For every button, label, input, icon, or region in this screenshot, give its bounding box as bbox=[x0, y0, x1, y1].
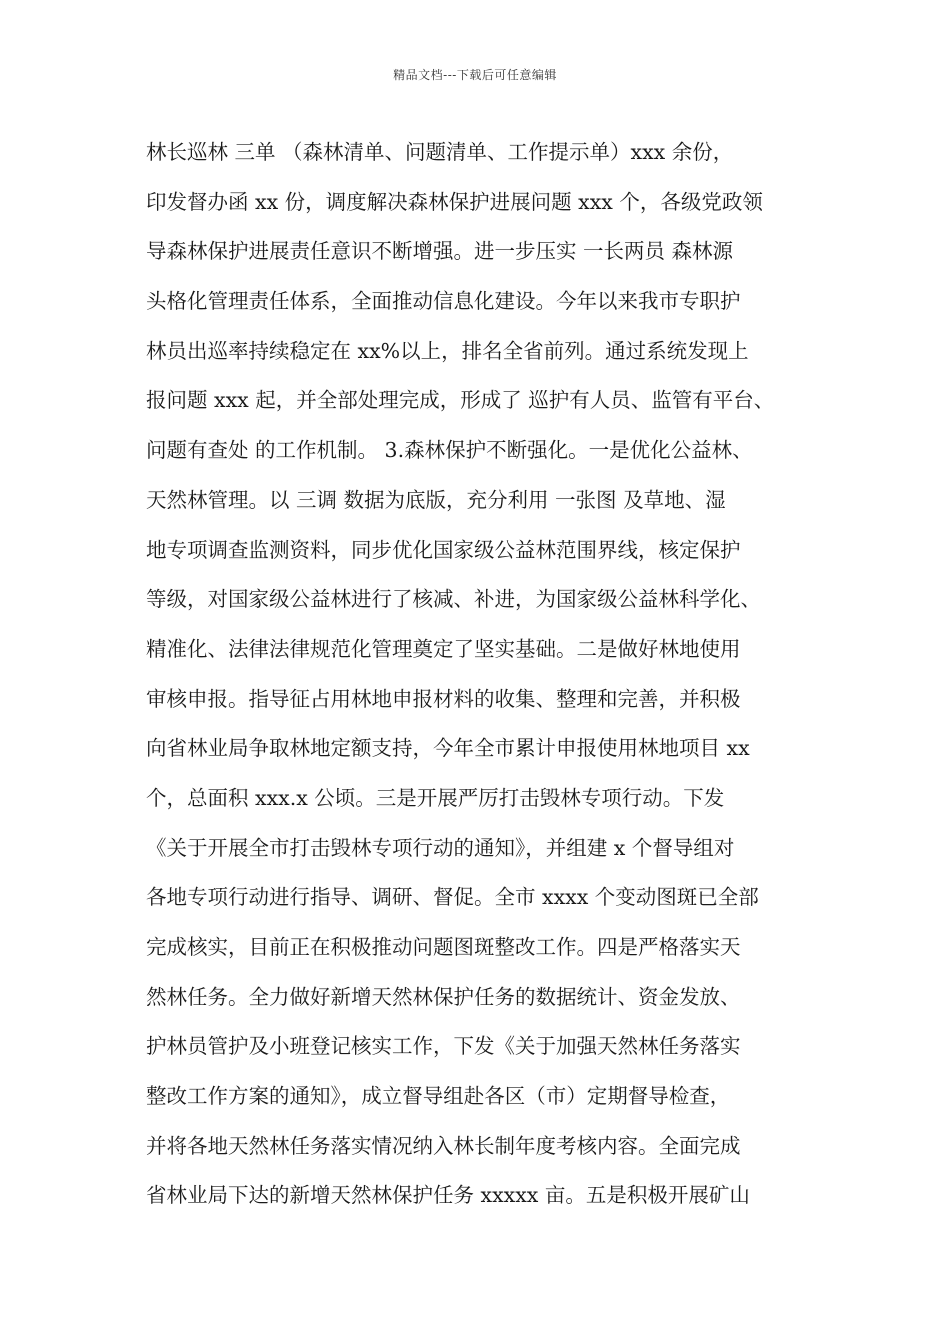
text-line: 整改工作方案的通知》，成立督导组赴各区（市）定期督导检查， bbox=[146, 1084, 731, 1109]
text-line: 印发督办函 xx 份，调度解决森林保护进展问题 xxx 个，各级党政领 bbox=[146, 189, 763, 214]
text-line: 完成核实，目前正在积极推动问题图斑整改工作。四是严格落实天 bbox=[146, 935, 741, 959]
text-line: 向省林业局争取林地定额支持，今年全市累计申报使用林地项目 xx bbox=[146, 736, 750, 761]
text-line: 个，总面积 xxx.x 公顷。三是开展严厉打击毁林专项行动。下发 bbox=[146, 785, 725, 810]
text-line: 省林业局下达的新增天然林保护任务 xxxxx 亩。五是积极开展矿山 bbox=[146, 1183, 750, 1208]
document-body bbox=[146, 132, 836, 1225]
text-line: 导森林保护进展责任意识不断增强。进一步压实 一长两员 森林源 bbox=[146, 239, 734, 264]
text-line: 报问题 xxx 起，并全部处理完成，形成了 巡护有人员、监管有平台、 bbox=[146, 388, 775, 413]
text-line: 头格化管理责任体系，全面推动信息化建设。今年以来我市专职护 bbox=[146, 289, 741, 314]
text-line: 林长巡林 三单 （森林清单、问题清单、工作提示单）xxx 余份， bbox=[146, 140, 734, 164]
text-line: 天然林管理。以 三调 数据为底版，充分利用 一张图 及草地、湿 bbox=[146, 487, 726, 512]
text-line: 等级，对国家级公益林进行了核减、补进，为国家级公益林科学化、 bbox=[146, 587, 761, 612]
text-line: 《关于开展全市打击毁林专项行动的通知》，并组建 x 个督导组对 bbox=[146, 835, 735, 860]
text-line: 审核申报。指导征占用林地申报材料的收集、整理和完善，并积极 bbox=[146, 686, 741, 711]
text-line: 各地专项行动进行指导、调研、督促。全市 xxxx 个变动图斑已全部 bbox=[146, 885, 759, 910]
text-line: 林员出巡率持续稳定在 xx%以上，排名全省前列。通过系统发现上 bbox=[146, 338, 749, 363]
text-line: 并将各地天然林任务落实情况纳入林长制年度考核内容。全面完成 bbox=[146, 1133, 741, 1158]
page-header: 精品文档---下载后可任意编辑 bbox=[393, 68, 557, 82]
text-line: 然林任务。全力做好新增天然林保护任务的数据统计、资金发放、 bbox=[146, 984, 741, 1009]
text-line: 精准化、法律法律规范化管理奠定了坚实基础。二是做好林地使用 bbox=[146, 636, 741, 661]
text-line: 地专项调查监测资料，同步优化国家级公益林范围界线，核定保护 bbox=[146, 537, 741, 562]
text-line: 护林员管护及小班登记核实工作，下发《关于加强天然林任务落实 bbox=[146, 1034, 741, 1059]
text-line: 问题有查处 的工作机制。 3.森林保护不断强化。一是优化公益林、 bbox=[146, 438, 753, 463]
